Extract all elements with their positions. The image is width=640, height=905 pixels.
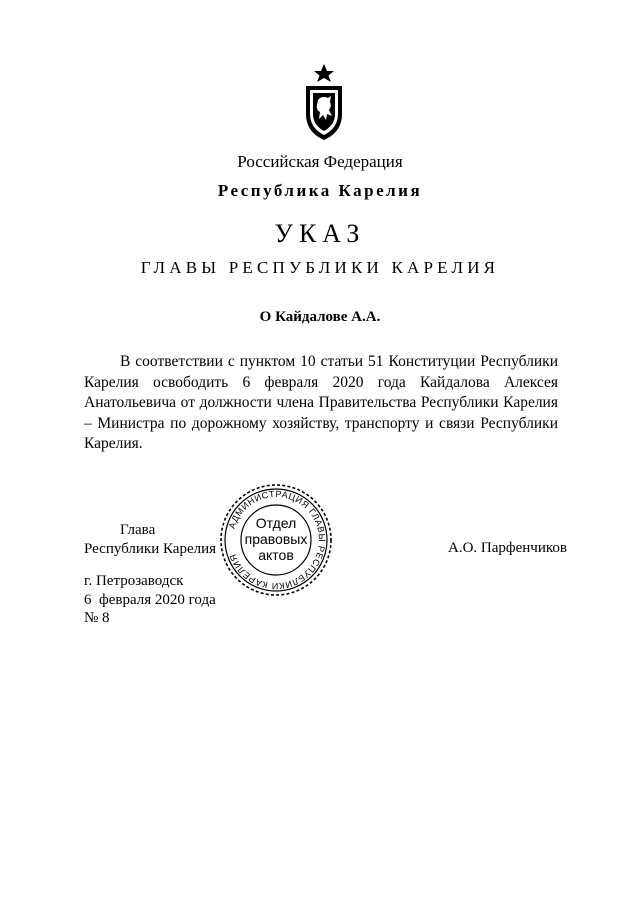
republic-name: Республика Карелия — [217, 181, 423, 200]
document-subject: О Кайдалове А.А. — [259, 309, 381, 325]
stamp-line2: правовых — [244, 531, 308, 547]
issuer-title: ГЛАВЫ РЕСПУБЛИКИ КАРЕЛИЯ — [140, 258, 500, 277]
official-stamp — [218, 482, 334, 598]
stamp-line1: Отдел — [255, 515, 297, 531]
signatory-position-line2: Республики Карелия — [84, 541, 217, 557]
karelia-coat-of-arms-icon — [296, 62, 352, 142]
country-name: Российская Федерация — [237, 152, 403, 171]
stamp-ring-text: АДМИНИСТРАЦИЯ ГЛАВЫ РЕСПУБЛИКИ КАРЕЛИЯ — [226, 488, 328, 592]
document-footer — [84, 572, 216, 628]
issue-place: г. Петрозаводск — [84, 573, 184, 589]
document-number: № 8 — [84, 610, 110, 626]
document-type: УКАЗ — [274, 219, 366, 248]
signatory-position-line1: Глава — [120, 522, 156, 538]
signatory-position — [84, 521, 218, 559]
stamp-line3: актов — [258, 547, 294, 563]
signatory-name: А.О. Парфенчиков — [448, 540, 567, 556]
decree-body: В соответствии с пунктом 10 статьи 51 Конституции Республики Карелия освободить 6 февраля 2020 года Кайдалова Алексея Анатольевича от должности члена Правительства Республики Карелия – Министра по дорожному хозяйству, транспорту и связи Республики Карелия. — [84, 353, 558, 452]
issue-date: 6 февраля 2020 года — [84, 591, 216, 608]
